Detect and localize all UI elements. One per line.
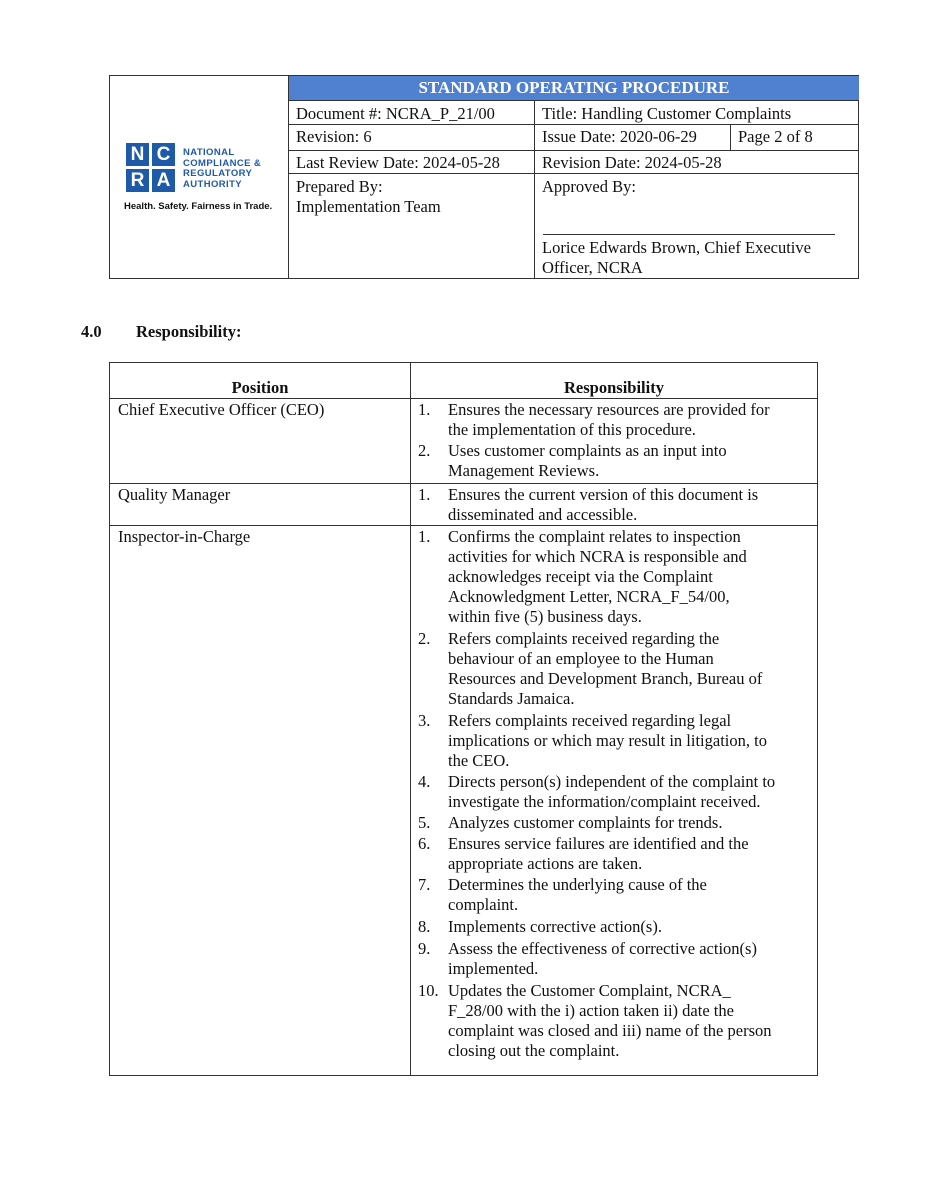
logo-cell (110, 76, 289, 278)
item-text-line: Acknowledgment Letter, NCRA_F_54/00, (448, 587, 730, 606)
last-review-date: Last Review Date: 2024-05-28 (296, 153, 500, 172)
row-divider (110, 525, 817, 526)
section-number: 4.0 (81, 322, 102, 341)
item-text-line: Confirms the complaint relates to inspection (448, 527, 741, 546)
prepared-by-value: Implementation Team (296, 197, 441, 216)
responsibility-list-quality-manager (418, 485, 811, 525)
item-number: 1. (418, 400, 431, 419)
column-divider (410, 363, 411, 1075)
item-text-line: F_28/00 with the i) action taken ii) date the (448, 1001, 734, 1020)
item-number: 1. (418, 527, 431, 546)
logo-name-line: NATIONAL (183, 147, 235, 158)
responsibility-item (418, 917, 811, 937)
item-number: 9. (418, 939, 431, 958)
item-number: 8. (418, 917, 431, 936)
item-number: 3. (418, 711, 431, 730)
responsibility-item (418, 772, 811, 812)
item-number: 1. (418, 485, 431, 504)
column-header-position: Position (231, 378, 289, 397)
logo-letter-n: N (126, 143, 149, 166)
logo-name-line: REGULATORY (183, 168, 253, 179)
item-text-line: implemented. (448, 959, 539, 978)
sop-header-table (109, 75, 859, 279)
item-text-line: complaint was closed and iii) name of the person (448, 1021, 772, 1040)
issue-date: Issue Date: 2020-06-29 (542, 127, 697, 146)
document-number: Document #: NCRA_P_21/00 (296, 104, 495, 123)
logo-tagline: Health. Safety. Fairness in Trade. (124, 201, 273, 212)
item-text-line: implications or which may result in litigation, to (448, 731, 767, 750)
revision-date: Revision Date: 2024-05-28 (542, 153, 722, 172)
item-text-line: Updates the Customer Complaint, NCRA_ (448, 981, 731, 1000)
item-text-line: closing out the complaint. (448, 1041, 620, 1060)
sop-banner: STANDARD OPERATING PROCEDURE (289, 76, 859, 101)
item-text-line: within five (5) business days. (448, 607, 642, 626)
approver-line: Lorice Edwards Brown, Chief Executive (542, 238, 811, 257)
logo-letter-r: R (126, 169, 149, 192)
item-text-line: Resources and Development Branch, Bureau of (448, 669, 763, 688)
item-text-line: Uses customer complaints as an input into (448, 441, 727, 460)
responsibility-item (418, 813, 811, 833)
responsibility-item (418, 441, 811, 481)
item-text-line: Refers complaints received regarding legal (448, 711, 732, 730)
item-number: 2. (418, 441, 431, 460)
item-text-line: Ensures service failures are identified and the (448, 834, 749, 853)
logo-letter-c: C (152, 143, 175, 166)
item-text-line: disseminated and accessible. (448, 505, 638, 524)
item-text-line: behaviour of an employee to the Human (448, 649, 714, 668)
item-text-line: Standards Jamaica. (448, 689, 575, 708)
responsibility-item (418, 875, 811, 915)
responsibility-item (418, 939, 811, 979)
position-inspector-in-charge: Inspector-in-Charge (118, 527, 251, 546)
responsibility-item (418, 711, 811, 771)
responsibility-item (418, 629, 811, 709)
item-text-line: investigate the information/complaint received. (448, 792, 761, 811)
position-quality-manager: Quality Manager (118, 485, 231, 504)
item-text-line: Analyzes customer complaints for trends. (448, 813, 723, 832)
logo-name-line: COMPLIANCE & (183, 157, 262, 169)
position-ceo: Chief Executive Officer (CEO) (118, 400, 325, 419)
responsibility-list-inspector (418, 527, 811, 1061)
approver-line: Officer, NCRA (542, 258, 643, 277)
responsibility-item (418, 400, 811, 440)
logo-name-line: AUTHORITY (183, 178, 243, 190)
item-text-line: Ensures the necessary resources are provided for (448, 400, 770, 419)
prepared-by (289, 175, 448, 219)
item-text-line: appropriate actions are taken. (448, 854, 643, 873)
item-text-line: the implementation of this procedure. (448, 420, 696, 439)
item-text-line: the CEO. (448, 751, 510, 770)
page-number: Page 2 of 8 (738, 127, 813, 146)
approver-name (535, 236, 818, 280)
row-divider (110, 483, 817, 484)
section-title: Responsibility: (136, 322, 242, 341)
item-number: 10. (418, 981, 439, 1000)
logo-letter-a: A (152, 169, 175, 192)
item-text-line: Determines the underlying cause of the (448, 875, 707, 894)
responsibility-item (418, 527, 811, 627)
approved-by-label: Approved By: (542, 177, 636, 196)
logo-authority-name (183, 148, 261, 190)
responsibility-item (418, 834, 811, 874)
revision: Revision: 6 (296, 127, 372, 146)
item-text-line: Ensures the current version of this document is (448, 485, 759, 504)
document-title: Title: Handling Customer Complaints (542, 104, 792, 123)
item-text-line: Assess the effectiveness of corrective action(s) (448, 939, 757, 958)
responsibility-list-ceo (418, 400, 811, 481)
prepared-by-label: Prepared By: (296, 177, 383, 196)
item-text-line: Management Reviews. (448, 461, 600, 480)
item-number: 5. (418, 813, 431, 832)
item-text-line: Refers complaints received regarding the (448, 629, 720, 648)
item-text-line: acknowledges receipt via the Complaint (448, 567, 713, 586)
signature-line (543, 234, 835, 235)
logo-letter-grid (126, 143, 176, 193)
item-number: 2. (418, 629, 431, 648)
column-header-responsibility: Responsibility (564, 378, 664, 397)
item-text-line: Implements corrective action(s). (448, 917, 662, 936)
row-divider (110, 398, 817, 399)
item-number: 6. (418, 834, 431, 853)
responsibility-item (418, 981, 811, 1061)
item-number: 4. (418, 772, 431, 791)
item-text-line: activities for which NCRA is responsible and (448, 547, 747, 566)
responsibility-table (109, 362, 818, 1076)
item-text-line: Directs person(s) independent of the complaint to (448, 772, 776, 791)
item-text-line: complaint. (448, 895, 519, 914)
responsibility-item (418, 485, 811, 525)
item-number: 7. (418, 875, 431, 894)
